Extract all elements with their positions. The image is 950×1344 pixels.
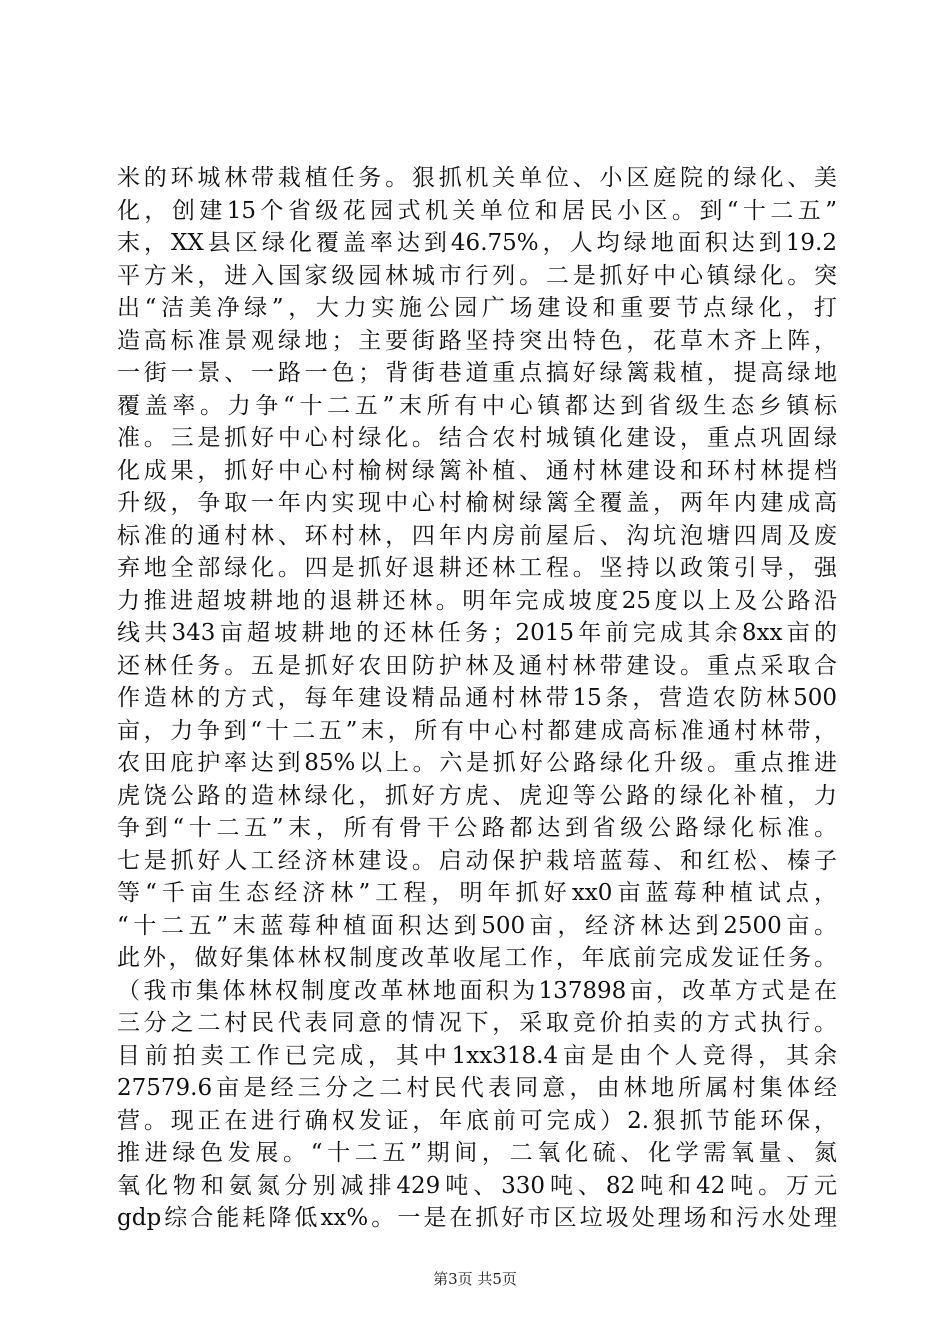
text-line: 亩，力争到“十二五”末，所有中心村都建成高标准通村林带， (117, 717, 837, 744)
text-line: 力推进超坡耕地的退耕还林。明年完成坡度25度以上及公路沿 (117, 587, 837, 614)
text-line: 氧化物和氨氮分别减排429吨、330吨、82吨和42吨。万元 (117, 1172, 837, 1199)
text-line: 弃地全部绿化。四是抓好退耕还林工程。坚持以政策引导，强 (117, 555, 837, 581)
text-line: 线共343亩超坡耕地的还林任务；2015年前完成其余8xx亩的 (117, 620, 837, 646)
text-line: 化成果，抓好中心村榆树绿篱补植、通村林建设和环村林提档 (117, 457, 837, 484)
text-line: 覆盖率。力争“十二五”末所有中心镇都达到省级生态乡镇标 (117, 392, 837, 419)
text-line: gdp综合能耗降低xx%。一是在抓好市区垃圾处理场和污水处理 (117, 1205, 837, 1231)
text-line: 等“千亩生态经济林”工程，明年抓好xx0亩蓝莓种植试点， (117, 880, 837, 906)
text-line: 化，创建15个省级花园式机关单位和居民小区。到“十二五” (117, 197, 837, 224)
text-line: 出“洁美净绿”，大力实施公园广场建设和重要节点绿化，打 (117, 295, 837, 321)
text-line: 三分之二村民代表同意的情况下，采取竞价拍卖的方式执行。 (117, 1010, 837, 1036)
text-line: 争到“十二五”末，所有骨干公路都达到省级公路绿化标准。 (117, 815, 837, 841)
text-line: “十二五”末蓝莓种植面积达到500亩，经济林达到2500亩。 (117, 912, 837, 939)
text-line: 目前拍卖工作已完成，其中1xx318.4亩是由个人竞得，其余 (117, 1042, 837, 1069)
text-line: 一街一景、一路一色；背街巷道重点搞好绿篱栽植，提高绿地 (117, 360, 837, 386)
text-line: 营。现正在进行确权发证，年底前可完成）2.狠抓节能环保， (117, 1107, 837, 1134)
body-text (117, 162, 837, 1235)
text-line: 标准的通村林、环村林，四年内房前屋后、沟坑泡塘四周及废 (117, 522, 837, 549)
text-line: （我市集体林权制度改革林地面积为137898亩，改革方式是在 (117, 977, 837, 1004)
text-line: 作造林的方式，每年建设精品通村林带15条，营造农防林500 (117, 685, 837, 711)
text-line: 米的环城林带栽植任务。狠抓机关单位、小区庭院的绿化、美 (117, 165, 837, 191)
text-line: 还林任务。五是抓好农田防护林及通村林带建设。重点采取合 (117, 652, 837, 679)
text-line: 七是抓好人工经济林建设。启动保护栽培蓝莓、和红松、榛子 (117, 847, 837, 874)
text-line: 虎饶公路的造林绿化，抓好方虎、虎迎等公路的绿化补植，力 (117, 782, 837, 809)
text-line: 平方米，进入国家级园林城市行列。二是抓好中心镇绿化。突 (117, 262, 837, 289)
text-line: 农田庇护率达到85%以上。六是抓好公路绿化升级。重点推进 (117, 750, 837, 776)
text-line: 此外，做好集体林权制度改革收尾工作，年底前完成发证任务。 (117, 945, 837, 971)
text-line: 27579.6亩是经三分之二村民代表同意，由林地所属村集体经 (117, 1075, 837, 1101)
text-line: 推进绿色发展。“十二五”期间，二氧化硫、化学需氧量、氮 (117, 1140, 837, 1166)
text-line: 末，XX县区绿化覆盖率达到46.75%，人均绿地面积达到19.2 (117, 230, 837, 256)
text-line: 造高标准景观绿地；主要街路坚持突出特色，花草木齐上阵， (117, 327, 837, 354)
text-line: 准。三是抓好中心村绿化。结合农村城镇化建设，重点巩固绿 (117, 425, 837, 451)
page-footer: 第3页 共5页 (433, 1270, 517, 1288)
text-line: 升级，争取一年内实现中心村榆树绿篱全覆盖，两年内建成高 (117, 490, 837, 516)
